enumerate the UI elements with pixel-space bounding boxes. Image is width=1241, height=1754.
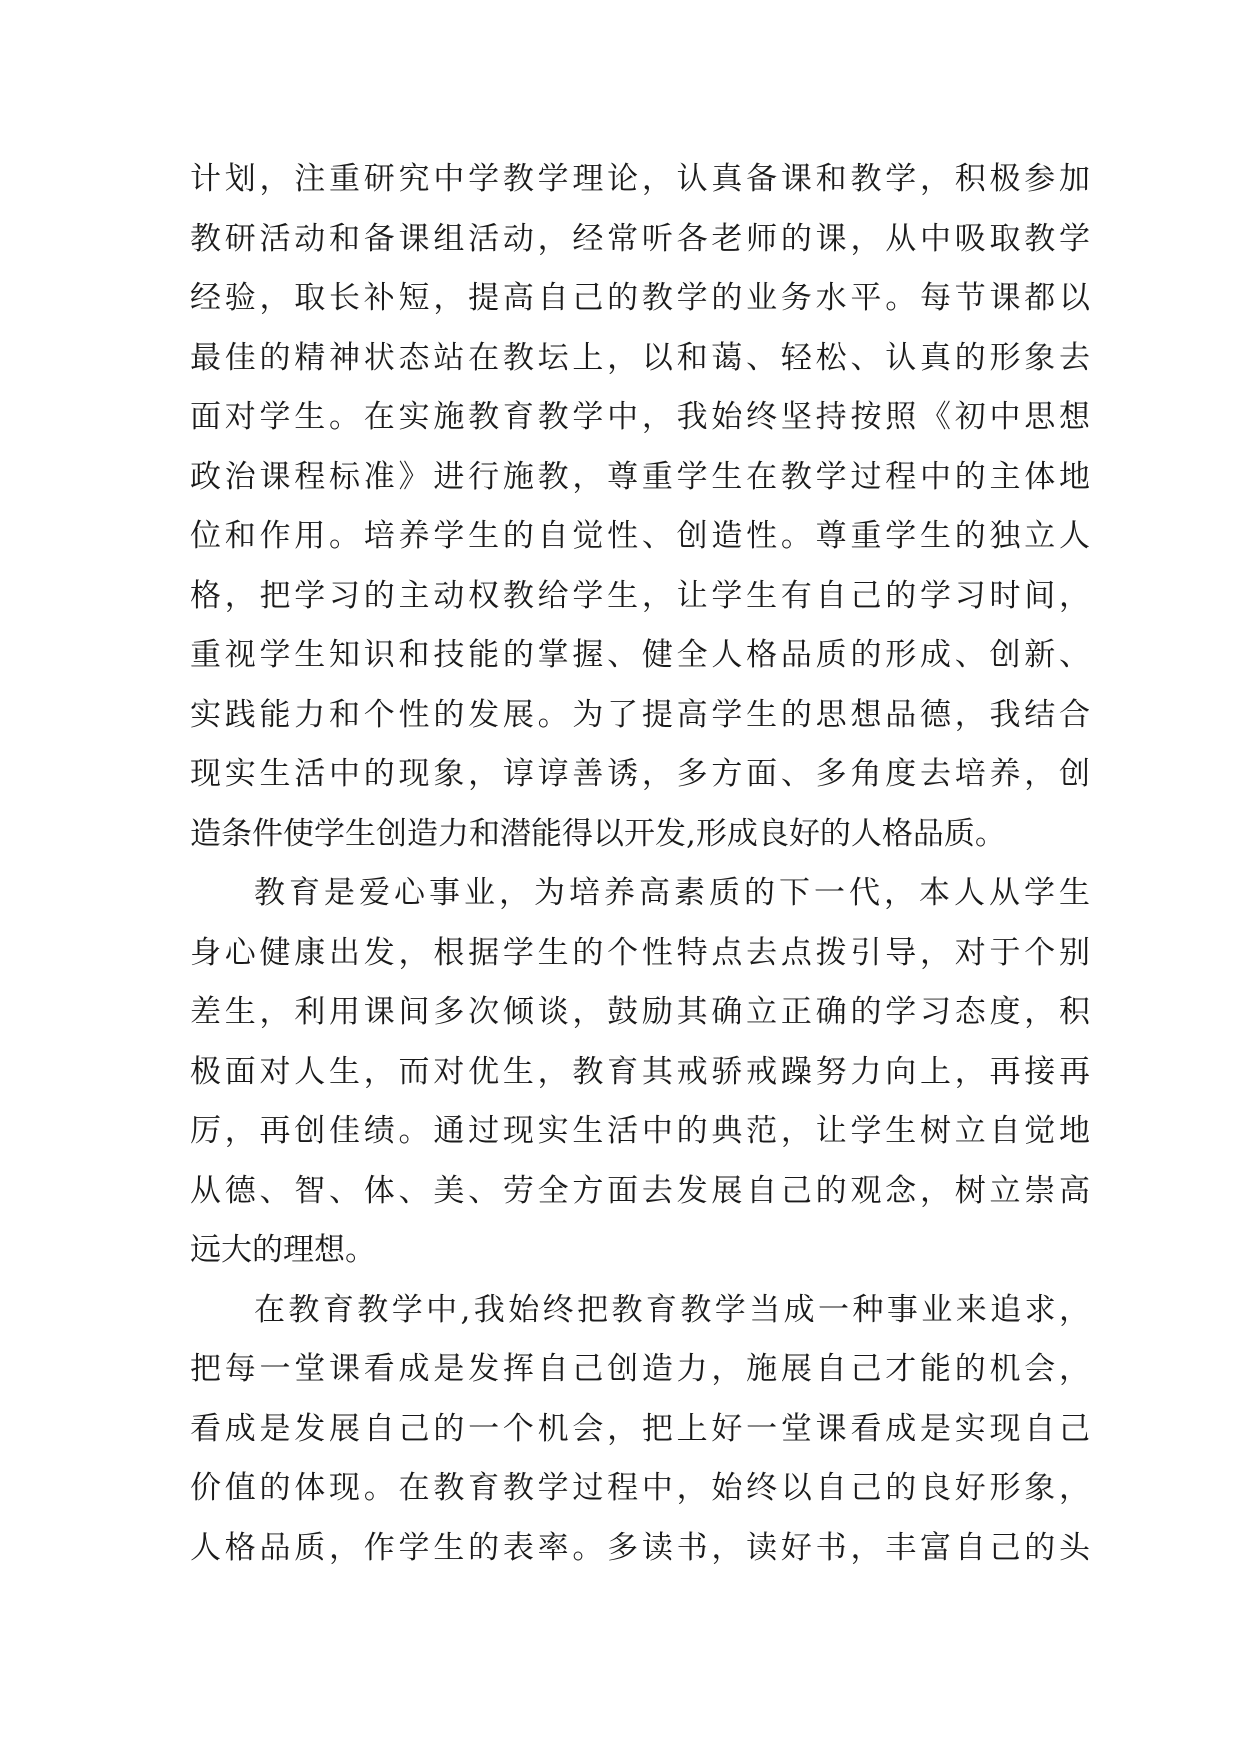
text-line: 极面对人生，而对优生，教育其戒骄戒躁努力向上，再接再 [190, 1053, 1090, 1090]
text-line: 政治课程标准》进行施教，尊重学生在教学过程中的主体地 [190, 458, 1090, 495]
text-line: 教研活动和备课组活动，经常听各老师的课，从中吸取教学 [190, 220, 1090, 257]
text-line: 在教育教学中,我始终把教育教学当成一种事业来追求， [254, 1291, 1090, 1328]
text-line: 最佳的精神状态站在教坛上，以和蔼、轻松、认真的形象去 [190, 339, 1090, 376]
text-line: 厉，再创佳绩。通过现实生活中的典范，让学生树立自觉地 [190, 1113, 1090, 1149]
text-line: 重视学生知识和技能的掌握、健全人格品质的形成、创新、 [190, 637, 1090, 673]
text-line: 看成是发展自己的一个机会，把上好一堂课看成是实现自己 [190, 1410, 1090, 1447]
text-line: 经验，取长补短，提高自己的教学的业务水平。每节课都以 [190, 280, 1090, 316]
document-page [190, 150, 1090, 1578]
text-line: 价值的体现。在教育教学过程中，始终以自己的良好形象， [190, 1470, 1090, 1506]
text-line: 身心健康出发，根据学生的个性特点去点拨引导，对于个别 [190, 934, 1090, 971]
text-line: 计划，注重研究中学教学理论，认真备课和教学，积极参加 [190, 161, 1090, 197]
paragraph-3 [190, 1281, 1090, 1579]
text-line: 从德、智、体、美、劳全方面去发展自己的观念，树立崇高 [190, 1172, 1090, 1209]
text-line: 远大的理想。 [190, 1232, 376, 1268]
text-line: 格，把学习的主动权教给学生，让学生有自己的学习时间， [190, 577, 1090, 614]
paragraph-2 [190, 864, 1090, 1281]
text-line: 把每一堂课看成是发挥自己创造力，施展自己才能的机会， [190, 1351, 1090, 1387]
text-line: 实践能力和个性的发展。为了提高学生的思想品德，我结合 [190, 696, 1090, 733]
text-line: 造条件使学生创造力和潜能得以开发,形成良好的人格品质。 [190, 815, 1006, 852]
text-line: 面对学生。在实施教育教学中，我始终坚持按照《初中思想 [190, 399, 1090, 435]
text-line: 差生，利用课间多次倾谈，鼓励其确立正确的学习态度，积 [190, 994, 1090, 1030]
text-line: 现实生活中的现象，谆谆善诱，多方面、多角度去培养，创 [190, 756, 1090, 792]
text-line: 人格品质，作学生的表率。多读书，读好书，丰富自己的头 [190, 1529, 1090, 1566]
text-line: 教育是爱心事业，为培养高素质的下一代，本人从学生 [254, 875, 1090, 911]
paragraph-1 [190, 150, 1090, 864]
text-line: 位和作用。培养学生的自觉性、创造性。尊重学生的独立人 [190, 518, 1090, 554]
